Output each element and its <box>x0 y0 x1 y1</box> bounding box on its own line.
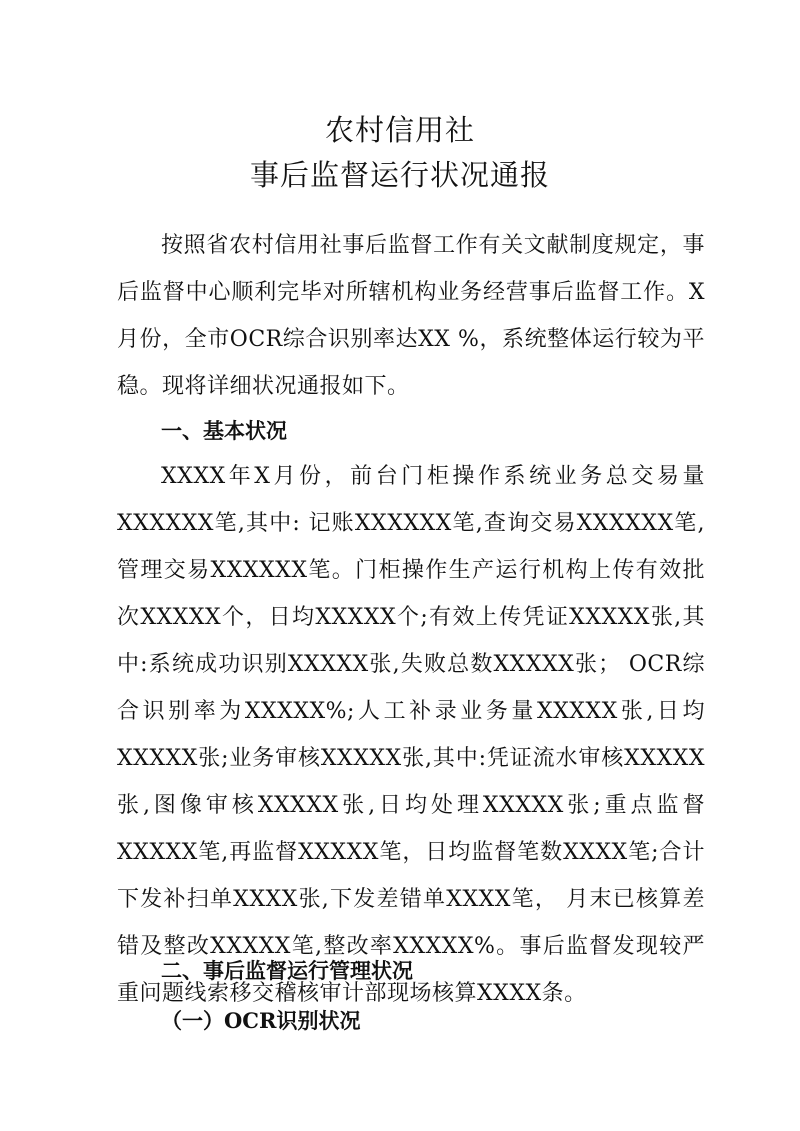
section-heading-basic-status: 一、基本状况 <box>161 419 287 443</box>
subsection-heading-ocr-recognition: （一）OCR识别状况 <box>161 1008 361 1033</box>
document-title-line1: 农村信用社 <box>324 113 475 147</box>
basic-status-paragraph: XXXX年X月份，前台门柜操作系统业务总交易量XXXXXX笔,其中: 记账XXXXXX笔,查询交易XXXXXX笔,管理交易XXXXXX笔。门柜操作生产运行机构上传有效批次XXXXX个，日均XXXXX个;有效上传凭证XXXXX张,其中:系统成功识别XXXXX张,失败总数XXXXX张； OCR综合识别率为XXXXX%;人工补录业务量XXXXX张,日均XXXXX张;业务审核XXXXX张,其中:凭证流水审核XXXXX张,图像审核XXXXX张,日均处理XXXXX张;重点监督XXXXX笔,再监督XXXXX笔，日均监督笔数XXXX笔;合计下发补扫单XXXX张,下发差错单XXXX笔， 月末已核算差错及整改XXXXX笔,整改率XXXXX%。事后监督发现较严重问题线索移交稽核审计部现场核算XXXX条。 <box>117 464 705 1006</box>
intro-paragraph: 按照省农村信用社事后监督工作有关文献制度规定，事后监督中心顺利完毕对所辖机构业务经营事后监督工作。X月份，全市OCR综合识别率达XX %，系统整体运行较为平稳。现将详细状况通报如下。 <box>117 233 705 399</box>
document-title-line2: 事后监督运行状况通报 <box>249 158 550 192</box>
section-heading-supervision-management: 二、事后监督运行管理状况 <box>161 959 413 983</box>
